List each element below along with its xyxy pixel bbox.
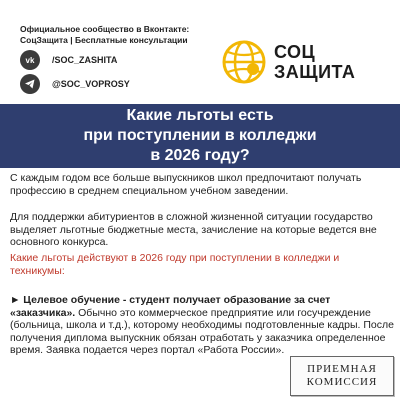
logo-line-1: СОЦ bbox=[274, 42, 316, 62]
logo-line-2: ЗАЩИТА bbox=[274, 62, 356, 82]
vk-handle: /SOC_ZASHITA bbox=[52, 55, 118, 65]
vk-link[interactable] bbox=[20, 50, 117, 70]
community-line-1: Официальное сообщество в Вконтакте: bbox=[20, 24, 190, 34]
community-line-2: СоцЗащита | Бесплатные консультации bbox=[20, 35, 188, 45]
community-info bbox=[20, 24, 189, 46]
paragraph-targeted-training bbox=[10, 294, 394, 357]
targeted-training-details: Обычно это коммерческое предприятие или госучреждение (больница, школа и т.д.), которому необходимы подготовленные кадры. После получения диплома выпускник обязан отработать у заказчика определенное время. Заявка подается через портал «Работа России». bbox=[10, 306, 394, 356]
telegram-handle: @SOC_VOPROSY bbox=[52, 79, 130, 89]
vk-logo-icon: vk bbox=[20, 50, 40, 70]
logo-text bbox=[274, 42, 355, 82]
header bbox=[0, 0, 400, 100]
stamp-line-1: ПРИЕМНАЯ bbox=[307, 363, 377, 375]
globe-logo-icon bbox=[222, 40, 266, 84]
targeted-training-lead: ► Целевое обучение - студент получает образование за счет «заказчика». bbox=[10, 294, 331, 319]
paragraph-intro: С каждым годом все больше выпускников школ предпочитают получать профессию в среднем специальном учебном заведении. bbox=[10, 172, 362, 197]
paragraph-benefits-heading: Какие льготы действуют в 2026 году при поступлении в колледжи и техникумы: bbox=[10, 252, 340, 277]
paragraph-support: Для поддержки абитуриентов в сложной жизненной ситуации государство выделяет льготные бюджетные места, зачисление на которые ведется вне основного конкурса. bbox=[10, 211, 377, 248]
logo bbox=[222, 40, 355, 84]
telegram-link[interactable] bbox=[20, 74, 130, 94]
telegram-icon bbox=[20, 74, 40, 94]
admission-committee-stamp bbox=[290, 356, 394, 396]
page-title: Какие льготы есть при поступлении в колледжи в 2026 году? bbox=[83, 107, 317, 164]
stamp-line-2: КОМИССИЯ bbox=[306, 376, 378, 388]
